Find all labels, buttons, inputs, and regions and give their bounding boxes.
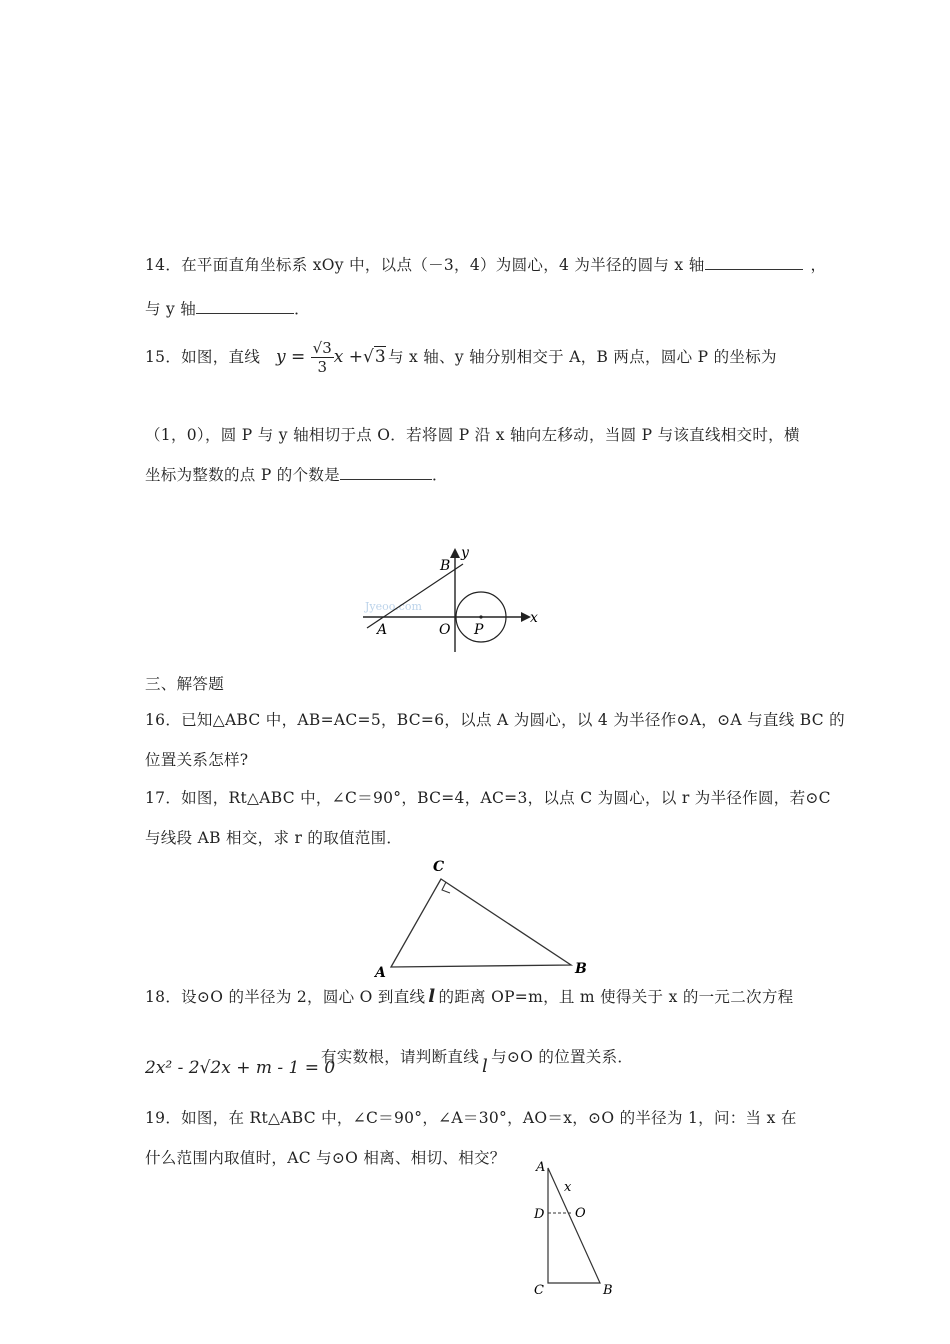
formula-x: x [333, 347, 344, 367]
center-p [479, 615, 482, 618]
formula-fraction [311, 339, 334, 376]
watermark: Jyeoo.com [365, 600, 422, 613]
q15-period: ． [431, 466, 448, 484]
q15-figure [355, 540, 545, 658]
q14-line1 [145, 253, 826, 275]
formula-sqrt-sign: √ [363, 347, 374, 367]
label-c: C [433, 859, 445, 875]
q19-line1: 19．如图，在 Rt△ABC 中，∠C＝90°，∠A＝30°，AO＝x，⊙O 的半径为 1，问：当 x 在 [145, 1109, 797, 1127]
q15-prefix: 15．如图，直线 [145, 348, 261, 366]
label-a: A [375, 965, 386, 981]
formula-num: √3 [312, 339, 332, 357]
q18-text2b: 与⊙O 的位置关系． [491, 1048, 634, 1066]
label-o: O [575, 1206, 586, 1221]
formula-y: y [276, 347, 286, 367]
q18-l-var2: l [482, 1056, 489, 1077]
q17-line2: 与线段 AB 相交，求 r 的取值范围． [145, 829, 403, 847]
q16-line1: 16．已知△ABC 中，AB=AC=5，BC=6，以点 A 为圆心，以 4 为半径作⊙A，⊙A 与直线 BC 的 [145, 711, 845, 729]
q14-blank-x-axis[interactable] [705, 254, 803, 270]
q14-period: ． [294, 300, 310, 318]
q18-line2 [321, 1045, 634, 1077]
q14-text2: 与 y 轴 [145, 300, 197, 318]
y-axis-arrow [450, 548, 460, 558]
label-b: B [575, 961, 587, 977]
q18-text1a: 18．设⊙O 的半径为 2，圆心 O 到直线 [145, 988, 426, 1006]
q18-equation: 2x² - 2√2x + m - 1 = 0 [145, 1058, 336, 1078]
label-c: C [534, 1283, 544, 1298]
label-x: x [564, 1180, 572, 1195]
label-y: y [461, 545, 469, 561]
section-title: 三、解答题 [145, 675, 225, 693]
q15-suffix: 与 x 轴、y 轴分别相交于 A，B 两点，圆心 P 的坐标为 [388, 348, 777, 366]
q18-text1b: 的距离 OP=m，且 m 使得关于 x 的一元二次方程 [438, 988, 794, 1006]
q18-text2a: 有实数根，请判断直线 [321, 1048, 480, 1066]
q14-text: 14．在平面直角坐标系 xOy 中，以点（－3，4）为圆心，4 为半径的圆与 x 轴 [145, 256, 705, 274]
q14-blank-y-axis[interactable] [196, 298, 294, 314]
q15-text3: 坐标为整数的点 P 的个数是 [145, 466, 340, 484]
label-b: B [440, 558, 451, 574]
q19-line2: 什么范围内取值时，AC 与⊙O 相离、相切、相交？ [145, 1149, 506, 1167]
q14-comma: ， [810, 256, 827, 274]
label-p: P [474, 622, 484, 638]
triangle-abc [548, 1168, 600, 1283]
label-x: x [530, 610, 538, 626]
q18-l-var: l [428, 986, 436, 1007]
q15-formula [276, 339, 386, 376]
formula-sqrt-arg: 3 [374, 347, 386, 367]
label-a: A [536, 1160, 546, 1175]
label-b: B [603, 1283, 613, 1298]
q15-line2: （1，0），圆 P 与 y 轴相切于点 O．若将圆 P 沿 x 轴向左移动，当圆 P 与该直线相交时，横 [145, 426, 800, 444]
q17-line1: 17．如图，Rt△ABC 中，∠C＝90°，BC=4，AC=3，以点 C 为圆心，以 r 为半径作圆，若⊙C [145, 789, 831, 807]
q16-line2: 位置关系怎样? [145, 751, 249, 769]
q15-blank-count[interactable] [340, 464, 432, 480]
formula-den: 3 [317, 358, 327, 376]
label-a: A [377, 622, 388, 638]
label-o: O [439, 622, 451, 638]
q14-line2 [145, 297, 310, 319]
formula-plus: + [348, 347, 364, 367]
q19-figure [528, 1155, 620, 1301]
q18-line1 [145, 985, 793, 1007]
formula-eq: = [291, 347, 306, 367]
triangle-abc [391, 879, 571, 967]
q15-line3 [145, 463, 448, 485]
q17-figure [370, 853, 600, 981]
label-d: D [534, 1207, 545, 1222]
